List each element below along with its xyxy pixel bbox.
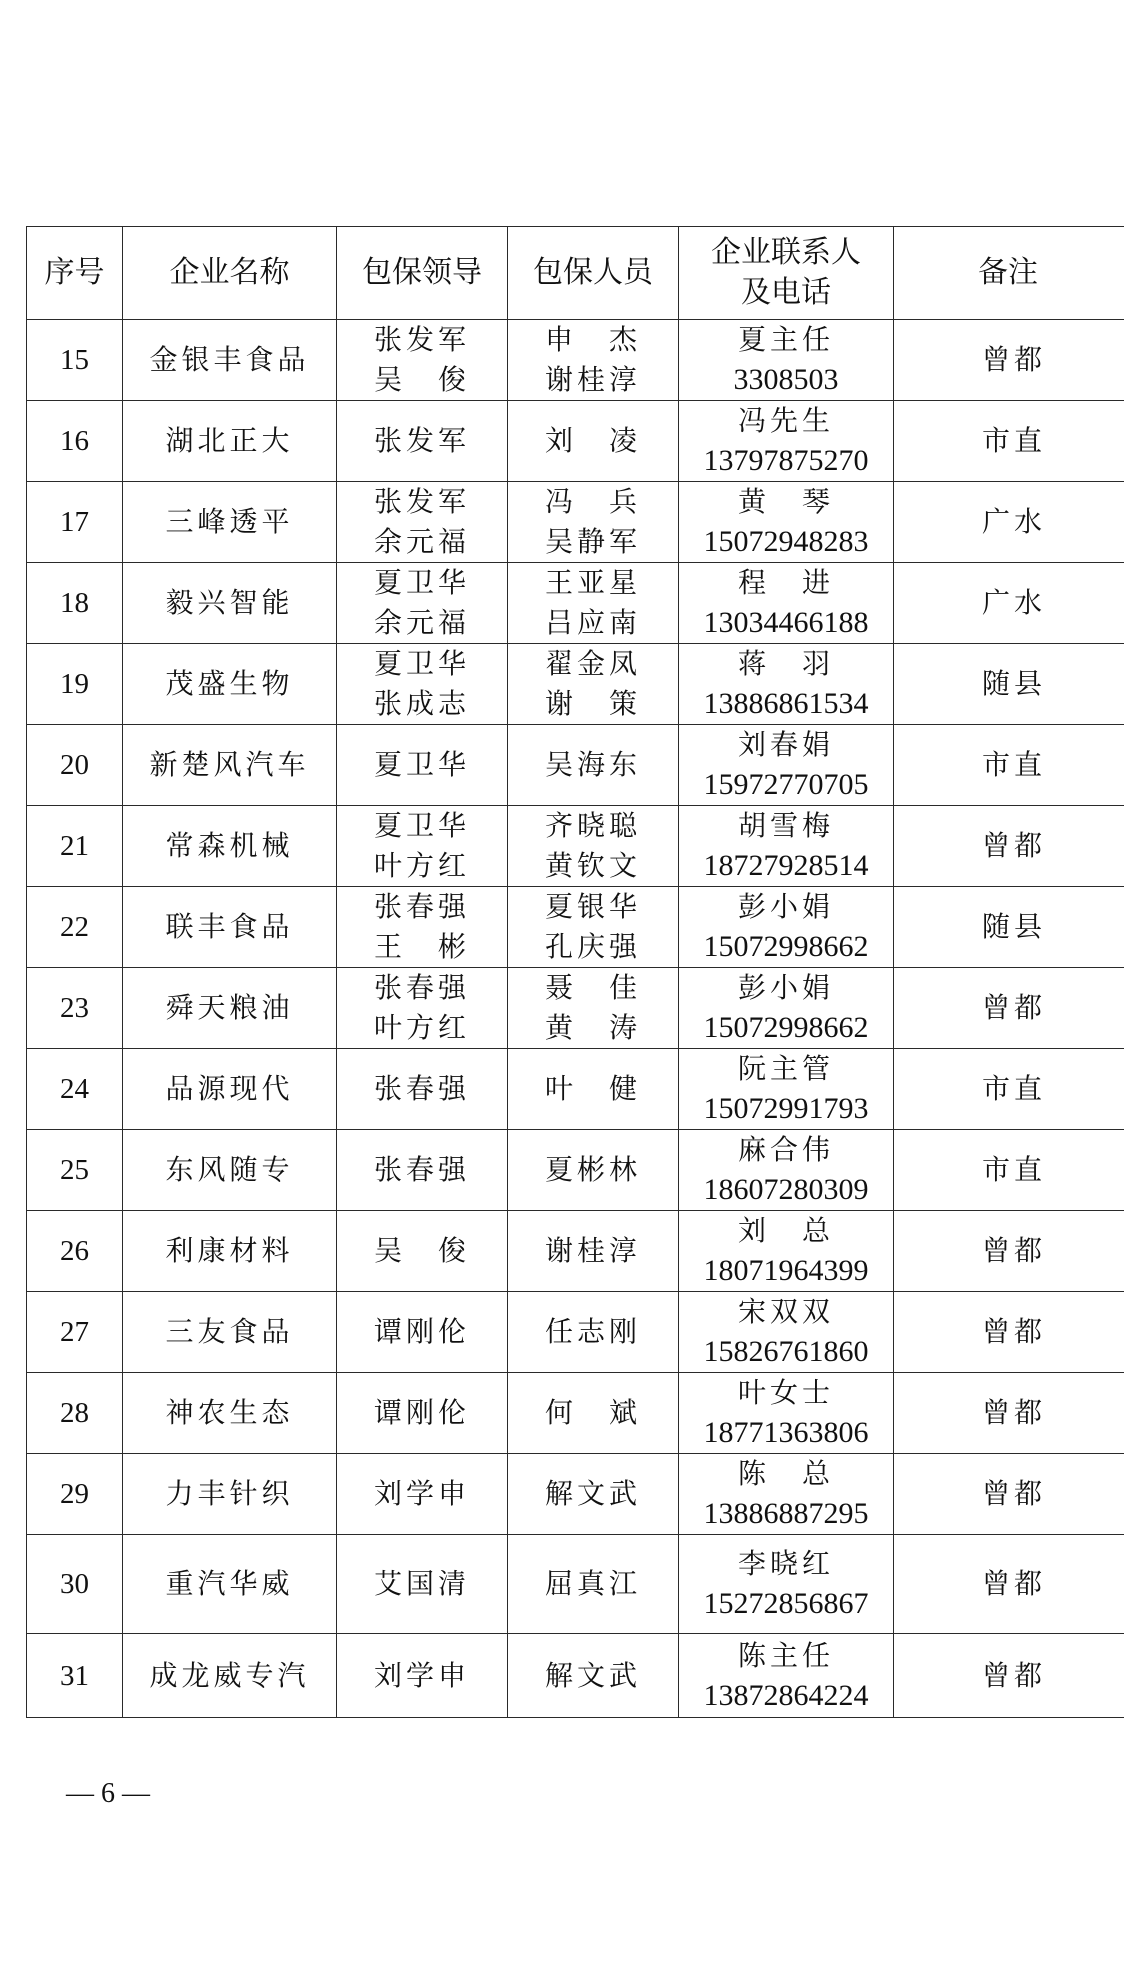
cell-no: 26 bbox=[27, 1211, 123, 1292]
leader-name: 谭刚伦 bbox=[373, 1315, 470, 1348]
contact-person: 刘 总 bbox=[737, 1214, 834, 1247]
cell-no: 15 bbox=[27, 320, 123, 401]
cell-leader bbox=[337, 968, 508, 1049]
cell-note: 曾都 bbox=[894, 1373, 1124, 1454]
enterprise-table bbox=[26, 226, 1124, 1718]
cell-enterprise-name: 新楚风汽车 bbox=[123, 725, 337, 806]
header-contact-line2: 及电话 bbox=[741, 275, 831, 310]
cell-staff bbox=[508, 1535, 679, 1634]
table-row bbox=[27, 1373, 1124, 1454]
table-row bbox=[27, 1634, 1124, 1718]
table-row bbox=[27, 887, 1124, 968]
contact-person: 冯先生 bbox=[737, 404, 834, 437]
cell-note: 市直 bbox=[894, 1130, 1124, 1211]
cell-contact bbox=[679, 563, 894, 644]
cell-no: 17 bbox=[27, 482, 123, 563]
cell-leader bbox=[337, 644, 508, 725]
cell-no: 31 bbox=[27, 1634, 123, 1718]
contact-person: 彭小娟 bbox=[737, 890, 834, 923]
cell-staff bbox=[508, 968, 679, 1049]
cell-note: 曾都 bbox=[894, 1211, 1124, 1292]
cell-enterprise-name: 舜天粮油 bbox=[123, 968, 337, 1049]
cell-leader bbox=[337, 563, 508, 644]
staff-name: 夏银华 bbox=[544, 890, 641, 923]
staff-name: 吴海东 bbox=[544, 748, 641, 781]
cell-leader bbox=[337, 320, 508, 401]
cell-enterprise-name: 三友食品 bbox=[123, 1292, 337, 1373]
contact-phone: 13797875270 bbox=[703, 444, 869, 477]
leader-name: 吴 俊 bbox=[373, 1234, 470, 1267]
table-row bbox=[27, 320, 1124, 401]
contact-phone: 13872864224 bbox=[703, 1678, 869, 1712]
header-contact bbox=[679, 227, 894, 320]
staff-name: 黄钦文 bbox=[544, 849, 641, 882]
cell-leader bbox=[337, 1373, 508, 1454]
cell-enterprise-name: 常森机械 bbox=[123, 806, 337, 887]
cell-enterprise-name: 茂盛生物 bbox=[123, 644, 337, 725]
contact-phone: 15072991793 bbox=[703, 1092, 869, 1125]
cell-staff bbox=[508, 1454, 679, 1535]
cell-contact bbox=[679, 725, 894, 806]
cell-enterprise-name: 湖北正大 bbox=[123, 401, 337, 482]
leader-name: 刘学申 bbox=[373, 1477, 470, 1510]
cell-leader bbox=[337, 1130, 508, 1211]
cell-note: 市直 bbox=[894, 1049, 1124, 1130]
cell-staff bbox=[508, 320, 679, 401]
contact-person: 宋双双 bbox=[737, 1295, 834, 1328]
leader-name: 夏卫华 bbox=[373, 748, 470, 781]
table-header-row bbox=[27, 227, 1124, 320]
cell-staff bbox=[508, 725, 679, 806]
cell-no: 20 bbox=[27, 725, 123, 806]
contact-person: 程 进 bbox=[737, 566, 834, 599]
contact-person: 彭小娟 bbox=[737, 971, 834, 1004]
page-number: — 6 — bbox=[66, 1778, 150, 1809]
cell-contact bbox=[679, 806, 894, 887]
leader-name: 刘学申 bbox=[373, 1658, 470, 1692]
leader-name: 叶方红 bbox=[373, 1011, 470, 1044]
cell-contact bbox=[679, 644, 894, 725]
cell-leader bbox=[337, 1292, 508, 1373]
cell-leader bbox=[337, 1211, 508, 1292]
contact-person: 陈 总 bbox=[737, 1457, 834, 1490]
cell-note: 随县 bbox=[894, 644, 1124, 725]
leader-name: 吴 俊 bbox=[373, 363, 470, 396]
table-row bbox=[27, 1049, 1124, 1130]
cell-note: 市直 bbox=[894, 725, 1124, 806]
cell-contact bbox=[679, 1292, 894, 1373]
staff-name: 屈真江 bbox=[544, 1567, 641, 1600]
contact-phone: 15972770705 bbox=[703, 768, 869, 801]
contact-phone: 18071964399 bbox=[703, 1254, 869, 1287]
cell-no: 30 bbox=[27, 1535, 123, 1634]
leader-name: 夏卫华 bbox=[373, 647, 470, 680]
staff-name: 任志刚 bbox=[544, 1315, 641, 1348]
cell-note: 曾都 bbox=[894, 1454, 1124, 1535]
table-body bbox=[27, 320, 1124, 1718]
enterprise-table-container bbox=[26, 226, 1124, 1718]
cell-enterprise-name: 三峰透平 bbox=[123, 482, 337, 563]
cell-contact bbox=[679, 1130, 894, 1211]
cell-no: 25 bbox=[27, 1130, 123, 1211]
leader-name: 艾国清 bbox=[373, 1567, 470, 1600]
contact-person: 夏主任 bbox=[737, 323, 834, 356]
contact-phone: 18607280309 bbox=[703, 1173, 869, 1206]
cell-staff bbox=[508, 1211, 679, 1292]
cell-enterprise-name: 重汽华威 bbox=[123, 1535, 337, 1634]
cell-no: 24 bbox=[27, 1049, 123, 1130]
header-leader: 包保领导 bbox=[337, 227, 508, 320]
header-note bbox=[894, 227, 1124, 320]
staff-name: 聂 佳 bbox=[544, 971, 641, 1004]
contact-phone: 13886861534 bbox=[703, 687, 869, 720]
staff-name: 齐晓聪 bbox=[544, 809, 641, 842]
cell-staff bbox=[508, 1292, 679, 1373]
cell-contact bbox=[679, 1454, 894, 1535]
cell-enterprise-name: 力丰针织 bbox=[123, 1454, 337, 1535]
cell-staff bbox=[508, 1130, 679, 1211]
leader-name: 张发军 bbox=[373, 485, 470, 518]
header-contact-line1: 企业联系人 bbox=[711, 235, 861, 270]
cell-no: 28 bbox=[27, 1373, 123, 1454]
cell-contact bbox=[679, 1211, 894, 1292]
staff-name: 孔庆强 bbox=[544, 930, 641, 963]
table-row bbox=[27, 644, 1124, 725]
cell-contact bbox=[679, 1535, 894, 1634]
staff-name: 叶 健 bbox=[544, 1072, 641, 1105]
cell-leader bbox=[337, 887, 508, 968]
contact-person: 黄 琴 bbox=[737, 485, 834, 518]
table-row bbox=[27, 806, 1124, 887]
leader-name: 余元福 bbox=[373, 606, 470, 639]
cell-no: 29 bbox=[27, 1454, 123, 1535]
table-row bbox=[27, 1535, 1124, 1634]
contact-person: 叶女士 bbox=[737, 1376, 834, 1409]
staff-name: 夏彬林 bbox=[544, 1153, 641, 1186]
cell-enterprise-name: 金银丰食品 bbox=[123, 320, 337, 401]
leader-name: 王 彬 bbox=[373, 930, 470, 963]
cell-note: 曾都 bbox=[894, 1292, 1124, 1373]
contact-person: 胡雪梅 bbox=[737, 809, 834, 842]
contact-phone: 15072948283 bbox=[703, 525, 869, 558]
cell-leader bbox=[337, 1049, 508, 1130]
cell-contact bbox=[679, 401, 894, 482]
staff-name: 刘 凌 bbox=[544, 424, 641, 457]
staff-name: 黄 涛 bbox=[544, 1011, 641, 1044]
table-row bbox=[27, 482, 1124, 563]
cell-staff bbox=[508, 887, 679, 968]
cell-enterprise-name: 成龙威专汽 bbox=[123, 1634, 337, 1718]
cell-note: 曾都 bbox=[894, 320, 1124, 401]
contact-phone: 3308503 bbox=[733, 363, 839, 396]
leader-name: 张发军 bbox=[373, 424, 470, 457]
leader-name: 夏卫华 bbox=[373, 566, 470, 599]
table-row bbox=[27, 1130, 1124, 1211]
contact-person: 阮主管 bbox=[737, 1052, 834, 1085]
cell-contact bbox=[679, 1373, 894, 1454]
cell-no: 23 bbox=[27, 968, 123, 1049]
cell-no: 27 bbox=[27, 1292, 123, 1373]
contact-phone: 13886887295 bbox=[703, 1497, 869, 1530]
leader-name: 张春强 bbox=[373, 971, 470, 1004]
contact-person: 刘春娟 bbox=[737, 728, 834, 761]
staff-name: 王亚星 bbox=[544, 566, 641, 599]
leader-name: 张春强 bbox=[373, 890, 470, 923]
staff-name: 翟金凤 bbox=[544, 647, 641, 680]
table-row bbox=[27, 725, 1124, 806]
cell-enterprise-name: 联丰食品 bbox=[123, 887, 337, 968]
cell-enterprise-name: 品源现代 bbox=[123, 1049, 337, 1130]
contact-phone: 15272856867 bbox=[703, 1587, 869, 1620]
cell-note: 广水 bbox=[894, 563, 1124, 644]
leader-name: 张春强 bbox=[373, 1153, 470, 1186]
contact-phone: 15072998662 bbox=[703, 930, 869, 963]
leader-name: 张成志 bbox=[373, 687, 470, 720]
staff-name: 谢桂淳 bbox=[544, 1234, 641, 1267]
cell-no: 18 bbox=[27, 563, 123, 644]
leader-name: 张春强 bbox=[373, 1072, 470, 1105]
cell-leader bbox=[337, 1634, 508, 1718]
staff-name: 吕应南 bbox=[544, 606, 641, 639]
cell-note: 曾都 bbox=[894, 968, 1124, 1049]
cell-no: 16 bbox=[27, 401, 123, 482]
leader-name: 谭刚伦 bbox=[373, 1396, 470, 1429]
staff-name: 解文武 bbox=[544, 1658, 641, 1692]
staff-name: 吴静军 bbox=[544, 525, 641, 558]
cell-note: 曾都 bbox=[894, 1535, 1124, 1634]
staff-name: 冯 兵 bbox=[544, 485, 641, 518]
cell-note: 曾都 bbox=[894, 806, 1124, 887]
header-name: 企业名称 bbox=[123, 227, 337, 320]
cell-note: 广水 bbox=[894, 482, 1124, 563]
cell-contact bbox=[679, 482, 894, 563]
cell-enterprise-name: 神农生态 bbox=[123, 1373, 337, 1454]
cell-leader bbox=[337, 401, 508, 482]
cell-contact bbox=[679, 968, 894, 1049]
cell-no: 19 bbox=[27, 644, 123, 725]
contact-person: 麻合伟 bbox=[737, 1133, 834, 1166]
cell-staff bbox=[508, 806, 679, 887]
cell-contact bbox=[679, 1634, 894, 1718]
cell-staff bbox=[508, 401, 679, 482]
staff-name: 解文武 bbox=[544, 1477, 641, 1510]
contact-phone: 15826761860 bbox=[703, 1335, 869, 1368]
cell-leader bbox=[337, 806, 508, 887]
contact-person: 陈主任 bbox=[737, 1638, 834, 1672]
staff-name: 谢 策 bbox=[544, 687, 641, 720]
table-row bbox=[27, 968, 1124, 1049]
leader-name: 余元福 bbox=[373, 525, 470, 558]
cell-enterprise-name: 毅兴智能 bbox=[123, 563, 337, 644]
cell-leader bbox=[337, 482, 508, 563]
table-row bbox=[27, 1292, 1124, 1373]
cell-contact bbox=[679, 887, 894, 968]
cell-leader bbox=[337, 1454, 508, 1535]
staff-name: 申 杰 bbox=[544, 323, 641, 356]
cell-contact bbox=[679, 1049, 894, 1130]
table-row bbox=[27, 1454, 1124, 1535]
contact-phone: 15072998662 bbox=[703, 1011, 869, 1044]
contact-person: 李晓红 bbox=[737, 1547, 834, 1580]
table-row bbox=[27, 401, 1124, 482]
contact-phone: 13034466188 bbox=[703, 606, 869, 639]
leader-name: 叶方红 bbox=[373, 849, 470, 882]
table-row bbox=[27, 1211, 1124, 1292]
cell-enterprise-name: 利康材料 bbox=[123, 1211, 337, 1292]
cell-contact bbox=[679, 320, 894, 401]
cell-enterprise-name: 东风随专 bbox=[123, 1130, 337, 1211]
staff-name: 何 斌 bbox=[544, 1396, 641, 1429]
cell-staff bbox=[508, 482, 679, 563]
cell-note: 市直 bbox=[894, 401, 1124, 482]
cell-no: 22 bbox=[27, 887, 123, 968]
table-row bbox=[27, 563, 1124, 644]
cell-no: 21 bbox=[27, 806, 123, 887]
contact-person: 蒋 羽 bbox=[737, 647, 834, 680]
staff-name: 谢桂淳 bbox=[544, 363, 641, 396]
cell-leader bbox=[337, 725, 508, 806]
cell-leader bbox=[337, 1535, 508, 1634]
cell-staff bbox=[508, 644, 679, 725]
header-staff: 包保人员 bbox=[508, 227, 679, 320]
cell-note: 曾都 bbox=[894, 1634, 1124, 1718]
cell-staff bbox=[508, 563, 679, 644]
header-no: 序号 bbox=[27, 227, 123, 320]
contact-phone: 18727928514 bbox=[703, 849, 869, 882]
header-note-label: 备注 bbox=[978, 255, 1038, 290]
leader-name: 张发军 bbox=[373, 323, 470, 356]
cell-note: 随县 bbox=[894, 887, 1124, 968]
leader-name: 夏卫华 bbox=[373, 809, 470, 842]
cell-staff bbox=[508, 1049, 679, 1130]
cell-staff bbox=[508, 1373, 679, 1454]
contact-phone: 18771363806 bbox=[703, 1416, 869, 1449]
cell-staff bbox=[508, 1634, 679, 1718]
